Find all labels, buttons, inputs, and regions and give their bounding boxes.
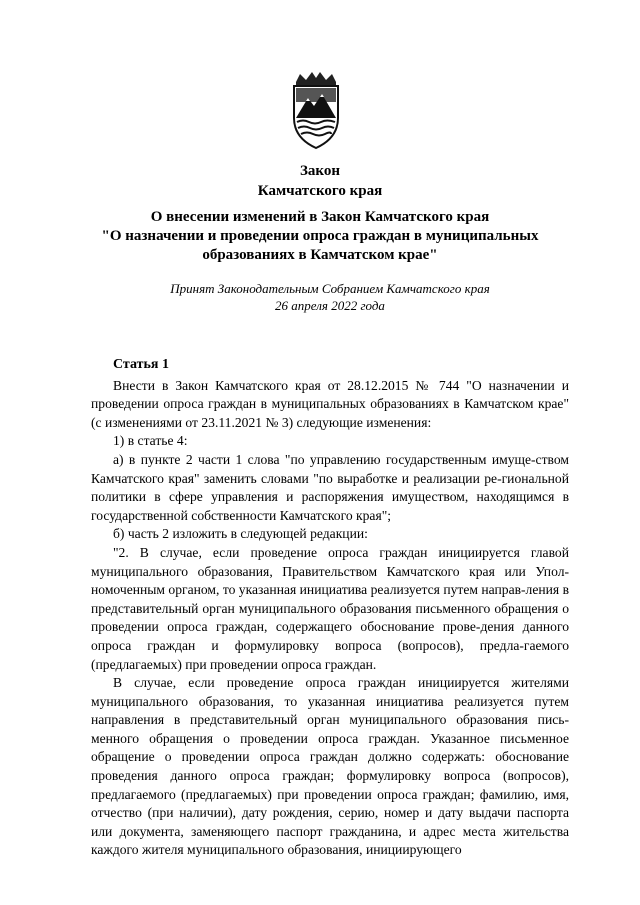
adoption-date: 26 апреля 2022 года — [275, 298, 385, 313]
article-paragraph: В случае, если проведение опроса граждан инициируется жителями муниципального образования, то указанная инициатива реализуется путем направления в представительный орган муниципального образования пись-менного обращения о проведении опроса граждан. Указанное письменное обращение о проведении опроса граждан должно содержать: обоснование проведения данного опроса граждан; формулировку вопроса (вопросов), предлагаемого (предлагаемых) при проведении опроса граждан; фамилию, имя, отчество (при наличии), дату рождения, серию, номер и дату выдачи паспорта или документа, заменяющего паспорт гражданина, и адрес места жительства каждого жителя муниципального образования, инициирующего — [91, 675, 569, 858]
article-1 — [91, 356, 569, 860]
article-paragraph: Внести в Закон Камчатского края от 28.12.2015 № 744 "О назначении и проведении опроса граждан в муниципальных образованиях в Камчатском крае" (с изменениями от 23.11.2021 № 3) следующие изменения: — [91, 377, 569, 430]
law-subtitle — [0, 208, 640, 265]
law-subtitle-line-3: образованиях в Камчатском крае" — [202, 247, 438, 263]
law-subtitle-line-1: О внесении изменений в Закон Камчатского края — [150, 209, 490, 225]
law-title-line-1: Закон — [299, 163, 340, 179]
law-subtitle-line-2: "О назначении и проведении опроса граждан в муниципальных — [101, 228, 539, 244]
kamchatka-coat-of-arms-icon — [286, 72, 346, 150]
article-paragraph: 1) в статье 4: — [113, 433, 188, 449]
article-paragraph: б) часть 2 изложить в следующей редакции: — [113, 526, 368, 542]
adoption-body: Принят Законодательным Собранием Камчатского края — [170, 281, 490, 296]
article-title: Статья 1 — [113, 357, 169, 372]
article-paragraph: а) в пункте 2 части 1 слова "по управлению государственным имуще-ством Камчатского края" заменить словами "по выработке и реализации ре-гиональной политики в сфере управления и распоряжения имуществом, находящимся в государственной собственности Камчатского края"; — [91, 451, 569, 523]
law-title — [0, 161, 640, 201]
adoption-note — [120, 280, 540, 314]
law-title-line-2: Камчатского края — [257, 183, 383, 199]
article-paragraph: "2. В случае, если проведение опроса граждан инициируется главой муниципального образования, Правительством Камчатского края или Упол-номоченным органом, то указанная инициатива реализуется путем направ-ления в представительный орган муниципального образования письменного обращения о проведении опроса граждан, содержащего обоснование прове-дения данного опроса граждан и формулировку вопроса (вопросов), предла-гаемого (предлагаемых) при проведении опроса граждан. — [91, 544, 569, 672]
